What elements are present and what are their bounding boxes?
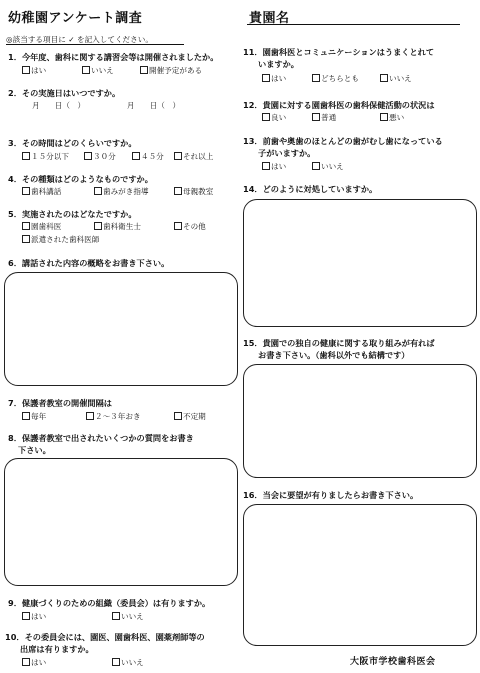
checkbox-icon (174, 222, 182, 230)
instruction-underline (6, 44, 184, 45)
checkbox-icon (84, 152, 92, 160)
q9-option-yes[interactable]: はい (22, 612, 46, 622)
checkbox-icon (174, 187, 182, 195)
q13-text-line1: 13．前歯や奥歯のほとんどの歯がむし歯になっている (243, 136, 443, 146)
checkbox-icon (262, 162, 270, 170)
q3-option-more[interactable]: それ以上 (174, 152, 213, 162)
checkbox-icon (140, 66, 148, 74)
q4-option-brushing[interactable]: 歯みがき指導 (94, 187, 149, 197)
checkbox-icon (22, 412, 30, 420)
checkbox-icon (312, 74, 320, 82)
checkbox-icon (94, 222, 102, 230)
checkbox-icon (112, 658, 120, 666)
checkbox-icon (22, 187, 30, 195)
q6-text: 6．講話された内容の概略をお書き下さい。 (8, 258, 170, 268)
q3-text: 3．その時間はどのくらいですか。 (8, 138, 137, 148)
q11-option-no[interactable]: いいえ (380, 74, 412, 84)
q10-text-line1: 10．その委員会には、園医、園歯科医、園薬剤師等の (5, 632, 205, 642)
q5-text: 5．実施されたのはどなたですか。 (8, 209, 137, 219)
q15-text-line1: 15．貴園での独自の健康に関する取り組みが有れば (243, 338, 435, 348)
checkbox-icon (82, 66, 90, 74)
checkbox-icon (380, 74, 388, 82)
q7-option-2-3years[interactable]: ２～３年おき (86, 412, 141, 422)
q3-option-15[interactable]: １５分以下 (22, 152, 69, 162)
q8-text-line1: 8．保護者教室で出されたいくつかの質問をお書き (8, 433, 194, 443)
q10-text-line2: 出席は有りますか。 (20, 644, 94, 654)
checkbox-icon (132, 152, 140, 160)
q6-answer-box[interactable] (4, 272, 238, 386)
q1-option-planned[interactable]: 開催予定がある (140, 66, 202, 76)
organization-name: 大阪市学校歯科医会 (350, 657, 436, 667)
q7-option-irregular[interactable]: 不定期 (174, 412, 206, 422)
q11-text-line2: いますか。 (258, 59, 299, 69)
checkbox-icon (94, 187, 102, 195)
q5-option-hygienist[interactable]: 歯科衛生士 (94, 222, 141, 232)
q1-option-yes[interactable]: はい (22, 66, 46, 76)
checkbox-icon (174, 412, 182, 420)
q5-option-other[interactable]: その他 (174, 222, 206, 232)
q1-text: 1．今年度、歯科に関する講習会等は開催されましたか。 (8, 52, 219, 62)
checkbox-icon (380, 113, 388, 121)
q7-text: 7．保護者教室の開催間隔は (8, 398, 112, 408)
q11-option-neither[interactable]: どちらとも (312, 74, 359, 84)
q10-option-yes[interactable]: はい (22, 658, 46, 668)
q13-option-no[interactable]: いいえ (312, 162, 344, 172)
q4-option-talk[interactable]: 歯科講話 (22, 187, 61, 197)
q12-option-average[interactable]: 普通 (312, 113, 336, 123)
q9-text: 9．健康づくりのための組織（委員会）は有りますか。 (8, 598, 211, 608)
q13-option-yes[interactable]: はい (262, 162, 286, 172)
q15-answer-box[interactable] (243, 364, 477, 478)
q2-date-row[interactable]: 月 日（ ） 月 日（ ） (32, 101, 181, 110)
checkbox-icon (312, 113, 320, 121)
q12-text: 12．貴園に対する園歯科医の歯科保健活動の状況は (243, 100, 435, 110)
q15-text-line2: お書き下さい。（歯科以外でも結構です） (258, 350, 410, 360)
checkbox-icon (22, 612, 30, 620)
checkbox-icon (22, 235, 30, 243)
q13-text-line2: 子がいますか。 (258, 148, 316, 158)
checkbox-icon (22, 66, 30, 74)
q9-option-no[interactable]: いいえ (112, 612, 144, 622)
q3-option-30[interactable]: ３０分 (84, 152, 116, 162)
checkbox-icon (22, 658, 30, 666)
checkbox-icon (262, 113, 270, 121)
q8-text-line2: 下さい。 (18, 445, 51, 455)
q12-option-bad[interactable]: 悪い (380, 113, 404, 123)
q10-option-no[interactable]: いいえ (112, 658, 144, 668)
school-name-label: 貴園名 (249, 11, 290, 26)
q4-text: 4．その種類はどのようなものですか。 (8, 174, 153, 184)
q11-option-yes[interactable]: はい (262, 74, 286, 84)
page-title: 幼稚園アンケート調査 (8, 11, 143, 26)
q16-answer-box[interactable] (243, 504, 477, 646)
checkbox-icon (22, 222, 30, 230)
q16-text: 16．当会に要望が有りましたらお書き下さい。 (243, 490, 419, 500)
checkbox-icon (112, 612, 120, 620)
checkbox-icon (174, 152, 182, 160)
instruction-text: ◎該当する項目に ✓ を記入してください。 (6, 35, 153, 44)
q4-option-parents[interactable]: 母親教室 (174, 187, 213, 197)
q5-option-dispatched[interactable]: 派遣された歯科医師 (22, 235, 99, 245)
q12-option-good[interactable]: 良い (262, 113, 286, 123)
checkbox-icon (22, 152, 30, 160)
school-name-field[interactable] (247, 24, 460, 25)
q5-option-school-dentist[interactable]: 園歯科医 (22, 222, 61, 232)
q3-option-45[interactable]: ４５分 (132, 152, 164, 162)
checkbox-icon (262, 74, 270, 82)
q8-answer-box[interactable] (4, 458, 238, 586)
q1-option-no[interactable]: いいえ (82, 66, 114, 76)
checkbox-icon (312, 162, 320, 170)
q14-text: 14．どのように対処していますか。 (243, 184, 378, 194)
q14-answer-box[interactable] (243, 199, 477, 327)
checkbox-icon (86, 412, 94, 420)
q11-text-line1: 11．園歯科医とコミュニケーションはうまくとれて (243, 47, 435, 57)
q2-text: 2．その実施日はいつですか。 (8, 88, 121, 98)
q7-option-yearly[interactable]: 毎年 (22, 412, 46, 422)
